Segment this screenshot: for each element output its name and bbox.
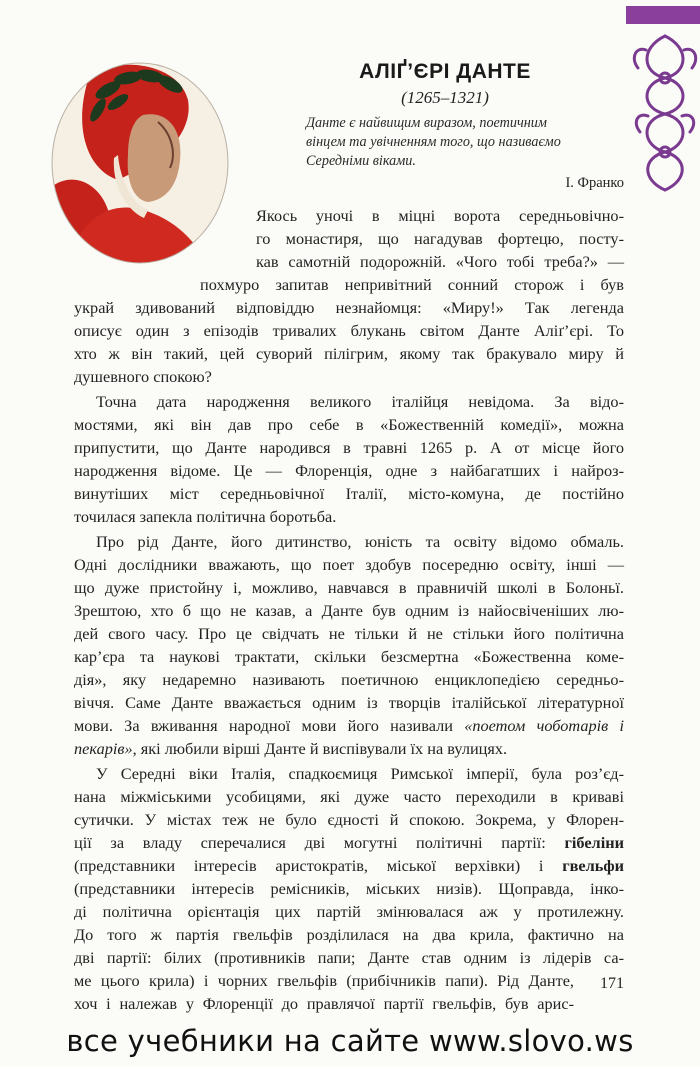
epigraph-line: вінцем та увічненням того, що називаємо [306, 134, 561, 150]
text-line: У Середні віки Італія, спадкоємиця Римської імперії, була роз’єд- [96, 764, 624, 783]
text-line: Точна дата народження великого італійця невідома. За відо- [96, 392, 624, 411]
text-line: кав самотній подорожній. «Чого тобі треба?» — [256, 252, 624, 271]
text-line: хто ж він такий, цей суворий пілігрим, якому так бракувало миру й [74, 344, 624, 363]
italic-quote: «поетом чоботарів і [464, 716, 624, 735]
page-title: АЛІҐ’ЄРІ ДАНТЕ [359, 60, 531, 83]
text-line [74, 737, 624, 760]
dante-portrait [48, 60, 232, 266]
text-line [74, 714, 624, 737]
text-line: віччя. Саме Данте вважається одним із творців італійської літературної [74, 693, 624, 712]
text-line: украй здивований відповіддю незнайомця: «Миру!» Так легенда [74, 298, 624, 317]
text-line: дві партії: білих (противників папи; Данте став одним із лідерів са- [74, 948, 624, 967]
text-line: дія», яку недаремно називають поетичною енциклопедією середньо- [74, 670, 624, 689]
text-line: (представники інтересів ремісників, міських низів). Щоправда, інко- [74, 879, 624, 898]
text-line: похмуро запитав непривітний сонний сторож і був [200, 275, 624, 294]
term-ghibellines: гібеліни [564, 833, 624, 852]
text-line: мостями, які він дав про себе в «Божественній комедії», можна [74, 415, 624, 434]
page-number: 171 [600, 975, 624, 992]
text-line: описує один з епізодів тривалих блукань світом Данте Аліґ’єрі. То [74, 321, 624, 340]
text-line: що дуже пристойну і, можливо, навчався в правничій школі в Болоньї. [74, 578, 624, 597]
text-line [74, 854, 624, 877]
text-line [74, 831, 624, 854]
text-line: нана міжміськими усобицями, які дуже часто переходили в криваві [74, 787, 624, 806]
text-run: ції за владу сперечалися дві могутні політичні партії: [74, 833, 546, 852]
text-line: ді політична орієнтація цих партій змінювалася аж у протилежну. [74, 902, 624, 921]
epigraph-line: Данте є найвищим виразом, поетичним [306, 115, 547, 131]
text-run: (представники інтересів аристократів, міської верхівки) і [74, 856, 544, 875]
text-line: припустити, що Данте народився в травні 1265 р. А от місце його [74, 438, 624, 457]
text-line: сутички. У містах теж не було єдності й спокою. Зокрема, у Флорен- [74, 810, 624, 829]
text-line: кар’єра та наукові трактати, скільки безсмертна «Божественна коме- [74, 647, 624, 666]
watermark-footer: все учебники на сайте www.slovo.ws [66, 1024, 634, 1058]
text-line: Якось уночі в міцні ворота середньовічно- [256, 206, 624, 225]
text-line: Одні дослідники вважають, що поет здобув посередню освіту, інші — [74, 555, 624, 574]
text-line: душевного спокою? [74, 367, 212, 386]
text-line: хоч і належав у Флоренції до правлячої партії гвельфів, був арис- [74, 994, 574, 1013]
text-line: До того ж партія гвельфів розділилася на два крила, фактично на [74, 925, 624, 944]
text-line: Про рід Данте, його дитинство, юність та освіту відомо обмаль. [96, 532, 624, 551]
text-line: дей свого часу. Про це свідчать не тільки й не стільки його політична [74, 624, 624, 643]
text-line: народження відоме. Це — Флоренція, одне з найбагатших і найроз- [74, 461, 624, 480]
epigraph [306, 114, 624, 171]
corner-color-bar [626, 6, 700, 24]
life-years: (1265–1321) [401, 88, 489, 107]
epigraph-line: Середніми віками. [306, 153, 416, 169]
text-line: ме цього крила) і чорних гвельфів (прибічників папи). Рід Данте, [74, 971, 574, 990]
text-line: Зрештою, хто б що не казав, а Данте був одним із найосвіченіших лю- [74, 601, 624, 620]
text-line: го монастиря, що нагадував фортецю, посту- [256, 229, 624, 248]
text-line: точилася запекла політична боротьба. [74, 507, 337, 526]
epigraph-author: І. Франко [565, 175, 624, 191]
text-run: , які любили вірші Данте й виспівували їх на вулицях. [132, 739, 508, 758]
italic-quote: пекарів» [74, 739, 133, 758]
celtic-knot-ornament [630, 28, 700, 198]
term-guelphs: гвельфи [562, 856, 625, 875]
text-line: винутіших міст середньовічної Італії, місто-комуна, де постійно [74, 484, 624, 503]
text-run: мови. За вживання народної мови його називали [74, 716, 453, 735]
